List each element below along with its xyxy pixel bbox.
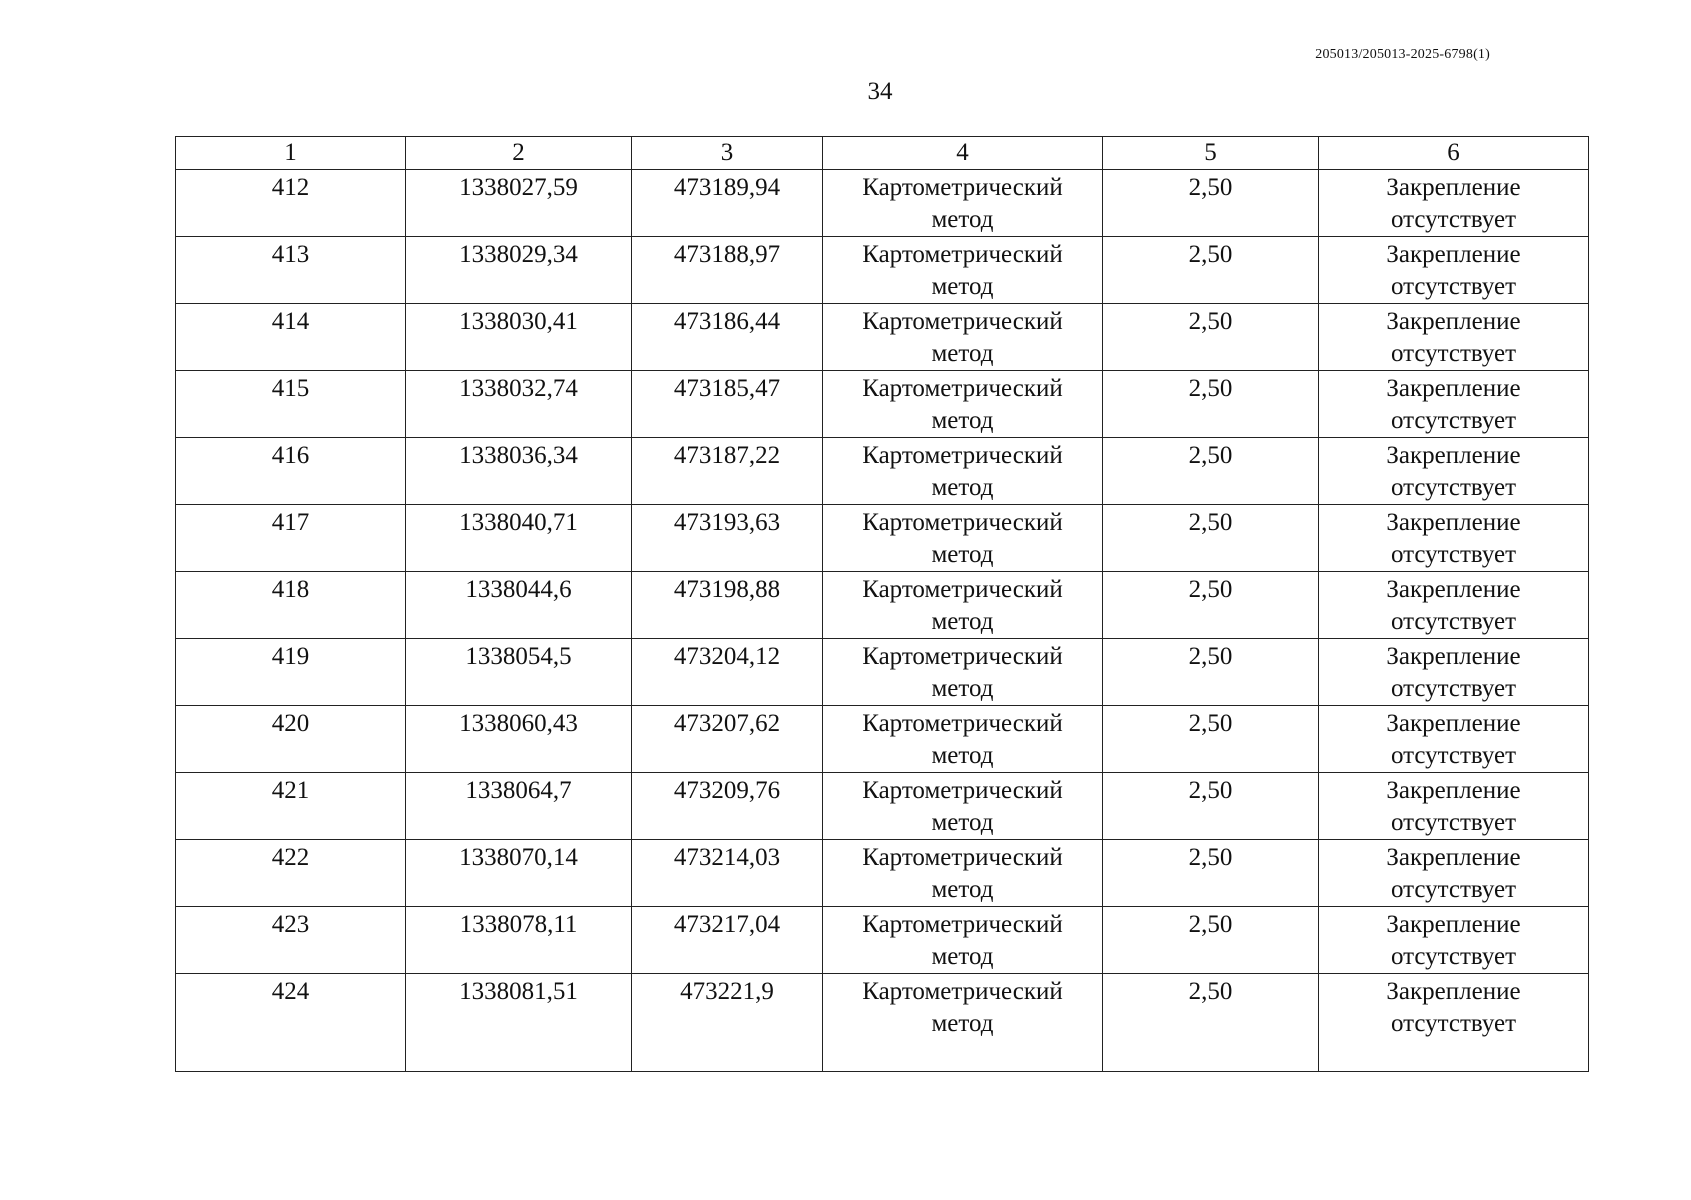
accuracy-cell: 2,50 [1103,237,1319,304]
y-coordinate-cell: 473186,44 [632,304,823,371]
fixing-cell-line: Закрепление [1386,375,1521,402]
method-cell-line: Картометрический [862,576,1063,603]
fixing-cell-line: Закрепление [1386,576,1521,603]
method-cell-line: Картометрический [862,710,1063,737]
fixing-cell-line: отсутствует [1390,541,1517,568]
x-coordinate-cell: 1338040,71 [406,505,632,572]
fixing-cell [1319,371,1589,438]
fixing-cell-line: отсутствует [1390,407,1517,434]
point-number-cell: 420 [176,706,406,773]
fixing-cell [1319,840,1589,907]
fixing-cell-line: отсутствует [1390,876,1517,903]
method-cell-line: метод [931,206,994,233]
fixing-cell [1319,237,1589,304]
accuracy-cell: 2,50 [1103,505,1319,572]
x-coordinate-cell: 1338078,11 [406,907,632,974]
point-number-cell: 421 [176,773,406,840]
x-coordinate-cell: 1338070,14 [406,840,632,907]
table-row [176,304,1589,371]
method-cell-line: метод [931,876,994,903]
y-coordinate-cell: 473204,12 [632,639,823,706]
method-cell [823,639,1103,706]
method-cell-line: Картометрический [862,241,1063,268]
point-number-cell: 414 [176,304,406,371]
x-coordinate-cell: 1338044,6 [406,572,632,639]
method-cell [823,371,1103,438]
column-header-3: 3 [632,137,823,170]
fixing-cell-line: Закрепление [1386,308,1521,335]
fixing-cell-line: Закрепление [1386,442,1521,469]
y-coordinate-cell: 473217,04 [632,907,823,974]
fixing-cell-line: Закрепление [1386,643,1521,670]
point-number-cell: 416 [176,438,406,505]
column-header-1: 1 [176,137,406,170]
point-number-cell: 412 [176,170,406,237]
method-cell-line: метод [931,474,994,501]
table-body [176,137,1589,1072]
method-cell-line: Картометрический [862,844,1063,871]
fixing-cell-line: отсутствует [1390,1010,1517,1037]
fixing-cell-line: Закрепление [1386,710,1521,737]
fixing-cell-line: отсутствует [1390,608,1517,635]
table-row [176,237,1589,304]
point-number-cell: 423 [176,907,406,974]
table-row [176,639,1589,706]
y-coordinate-cell: 473193,63 [632,505,823,572]
fixing-cell [1319,907,1589,974]
method-cell [823,907,1103,974]
fixing-cell [1319,438,1589,505]
y-coordinate-cell: 473188,97 [632,237,823,304]
method-cell-line: Картометрический [862,911,1063,938]
method-cell-line: Картометрический [862,308,1063,335]
coordinates-table [175,136,1589,1072]
x-coordinate-cell: 1338027,59 [406,170,632,237]
table-row [176,706,1589,773]
fixing-cell-line: отсутствует [1390,340,1517,367]
x-coordinate-cell: 1338081,51 [406,974,632,1072]
method-cell-line: метод [931,273,994,300]
y-coordinate-cell: 473185,47 [632,371,823,438]
method-cell [823,974,1103,1072]
fixing-cell [1319,304,1589,371]
fixing-cell-line: Закрепление [1386,241,1521,268]
fixing-cell-line: отсутствует [1390,809,1517,836]
method-cell [823,438,1103,505]
table-header-row [176,137,1589,170]
accuracy-cell: 2,50 [1103,371,1319,438]
method-cell [823,840,1103,907]
point-number-cell: 424 [176,974,406,1072]
accuracy-cell: 2,50 [1103,907,1319,974]
x-coordinate-cell: 1338030,41 [406,304,632,371]
point-number-cell: 413 [176,237,406,304]
accuracy-cell: 2,50 [1103,639,1319,706]
fixing-cell-line: Закрепление [1386,509,1521,536]
fixing-cell-line: Закрепление [1386,911,1521,938]
method-cell [823,304,1103,371]
method-cell-line: метод [931,742,994,769]
method-cell-line: Картометрический [862,509,1063,536]
column-header-2: 2 [406,137,632,170]
accuracy-cell: 2,50 [1103,170,1319,237]
method-cell-line: метод [931,340,994,367]
fixing-cell [1319,170,1589,237]
fixing-cell [1319,773,1589,840]
method-cell-line: метод [931,608,994,635]
y-coordinate-cell: 473214,03 [632,840,823,907]
y-coordinate-cell: 473209,76 [632,773,823,840]
method-cell [823,706,1103,773]
document-id: 205013/205013-2025-6798(1) [1315,47,1490,62]
method-cell [823,773,1103,840]
table-row [176,907,1589,974]
fixing-cell-line: отсутствует [1390,742,1517,769]
method-cell-line: Картометрический [862,174,1063,201]
x-coordinate-cell: 1338054,5 [406,639,632,706]
method-cell [823,170,1103,237]
x-coordinate-cell: 1338032,74 [406,371,632,438]
table-row [176,974,1589,1072]
method-cell-line: метод [931,809,994,836]
fixing-cell-line: отсутствует [1390,474,1517,501]
fixing-cell-line: отсутствует [1390,943,1517,970]
method-cell-line: Картометрический [862,643,1063,670]
table-row [176,371,1589,438]
fixing-cell-line: Закрепление [1386,978,1521,1005]
method-cell-line: метод [931,541,994,568]
table-row [176,572,1589,639]
y-coordinate-cell: 473221,9 [632,974,823,1072]
point-number-cell: 418 [176,572,406,639]
point-number-cell: 419 [176,639,406,706]
y-coordinate-cell: 473187,22 [632,438,823,505]
accuracy-cell: 2,50 [1103,974,1319,1072]
table-row [176,505,1589,572]
table-row [176,773,1589,840]
method-cell-line: метод [931,407,994,434]
fixing-cell [1319,639,1589,706]
method-cell [823,237,1103,304]
fixing-cell-line: отсутствует [1390,273,1517,300]
method-cell-line: метод [931,1010,994,1037]
method-cell [823,505,1103,572]
accuracy-cell: 2,50 [1103,572,1319,639]
method-cell-line: Картометрический [862,375,1063,402]
method-cell [823,572,1103,639]
accuracy-cell: 2,50 [1103,773,1319,840]
accuracy-cell: 2,50 [1103,840,1319,907]
y-coordinate-cell: 473198,88 [632,572,823,639]
accuracy-cell: 2,50 [1103,706,1319,773]
table-row [176,438,1589,505]
point-number-cell: 422 [176,840,406,907]
table-row [176,170,1589,237]
y-coordinate-cell: 473189,94 [632,170,823,237]
fixing-cell [1319,974,1589,1072]
fixing-cell-line: отсутствует [1390,206,1517,233]
method-cell-line: Картометрический [862,442,1063,469]
fixing-cell [1319,505,1589,572]
column-header-6: 6 [1319,137,1589,170]
accuracy-cell: 2,50 [1103,438,1319,505]
point-number-cell: 415 [176,371,406,438]
method-cell-line: Картометрический [862,978,1063,1005]
x-coordinate-cell: 1338060,43 [406,706,632,773]
point-number-cell: 417 [176,505,406,572]
y-coordinate-cell: 473207,62 [632,706,823,773]
table-row [176,840,1589,907]
fixing-cell-line: Закрепление [1386,844,1521,871]
x-coordinate-cell: 1338064,7 [406,773,632,840]
x-coordinate-cell: 1338036,34 [406,438,632,505]
method-cell-line: Картометрический [862,777,1063,804]
column-header-4: 4 [823,137,1103,170]
method-cell-line: метод [931,943,994,970]
page-number: 34 [867,78,893,105]
column-header-5: 5 [1103,137,1319,170]
fixing-cell [1319,572,1589,639]
accuracy-cell: 2,50 [1103,304,1319,371]
fixing-cell [1319,706,1589,773]
method-cell-line: метод [931,675,994,702]
fixing-cell-line: Закрепление [1386,174,1521,201]
fixing-cell-line: отсутствует [1390,675,1517,702]
fixing-cell-line: Закрепление [1386,777,1521,804]
x-coordinate-cell: 1338029,34 [406,237,632,304]
